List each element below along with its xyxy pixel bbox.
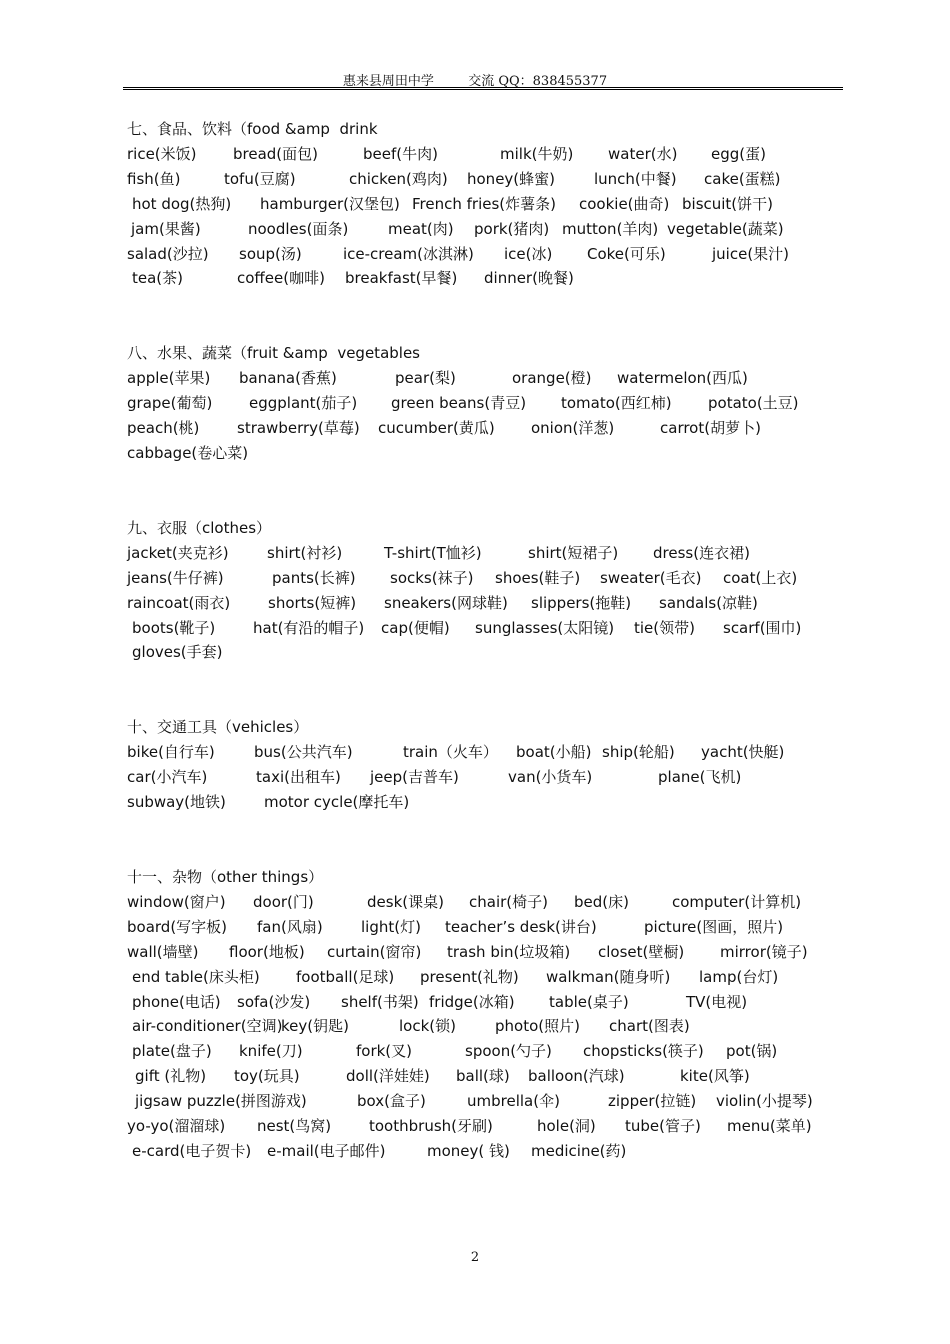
vocab-entry: carrot(胡萝卜) bbox=[660, 419, 761, 438]
vocab-row bbox=[127, 217, 827, 242]
vocab-entry: breakfast(早餐) bbox=[345, 269, 458, 288]
vocab-entry: photo(照片) bbox=[495, 1017, 580, 1036]
vocab-entry: umbrella(伞) bbox=[467, 1092, 560, 1111]
vocab-entry: door(门) bbox=[253, 893, 314, 912]
vocab-entry: hat(有沿的帽子) bbox=[253, 618, 365, 637]
section-1 bbox=[127, 117, 827, 291]
vocab-row bbox=[127, 740, 827, 765]
vocab-entry: menu(菜单) bbox=[727, 1117, 812, 1136]
page-number: 2 bbox=[470, 1250, 480, 1265]
vocab-entry: cake(蛋糕) bbox=[704, 169, 781, 188]
vocab-entry: banana(香蕉) bbox=[239, 369, 337, 388]
vocab-entry: motor cycle(摩托车) bbox=[264, 793, 410, 812]
vocab-entry: water(水) bbox=[608, 145, 678, 163]
vocab-entry: gift (礼物) bbox=[135, 1067, 207, 1086]
section-title: 十一、杂物（other things） bbox=[127, 868, 324, 887]
vocab-row bbox=[127, 990, 827, 1015]
vocab-entry: kite(风筝) bbox=[680, 1067, 750, 1086]
vocab-entry: present(礼物) bbox=[420, 967, 519, 986]
vocab-entry: raincoat(雨衣) bbox=[127, 593, 231, 612]
vocab-row bbox=[127, 167, 827, 192]
vocab-row bbox=[127, 790, 827, 815]
vocab-entry: shelf(书架) bbox=[341, 992, 419, 1011]
vocab-row bbox=[127, 965, 827, 990]
vocab-entry: jeep(吉普车) bbox=[370, 768, 459, 787]
vocab-row bbox=[127, 765, 827, 790]
vocab-entry: computer(计算机) bbox=[672, 893, 802, 912]
vocab-entry: peach(桃) bbox=[127, 419, 200, 438]
vocab-entry: air-conditioner(空调) bbox=[132, 1017, 283, 1036]
vocab-entry: desk(课桌) bbox=[367, 893, 444, 912]
vocab-row bbox=[127, 1014, 827, 1039]
vocab-entry: TV(电视) bbox=[686, 992, 748, 1011]
vocab-entry: fish(鱼) bbox=[127, 169, 181, 188]
vocab-entry: yacht(快艇) bbox=[701, 743, 785, 762]
vocab-entry: shoes(鞋子) bbox=[495, 568, 581, 587]
vocab-entry: knife(刀) bbox=[239, 1042, 303, 1061]
vocab-entry: sandals(凉鞋) bbox=[659, 593, 758, 612]
vocab-entry: doll(洋娃娃) bbox=[346, 1067, 430, 1086]
vocab-entry: slippers(拖鞋) bbox=[531, 593, 632, 612]
vocab-entry: juice(果汁) bbox=[712, 244, 790, 263]
header-contact: 交流 QQ：838455377 bbox=[468, 74, 608, 89]
vocab-entry: key(钥匙) bbox=[281, 1017, 349, 1036]
vocab-entry: soup(汤) bbox=[239, 244, 302, 263]
vocab-entry: cabbage(卷心菜) bbox=[127, 444, 249, 463]
vocab-entry: yo-yo(溜溜球) bbox=[127, 1117, 226, 1136]
vocab-entry: toy(玩具) bbox=[234, 1067, 300, 1086]
vocab-row bbox=[127, 940, 827, 965]
vocab-entry: apple(苹果) bbox=[127, 369, 211, 388]
vocab-entry: coffee(咖啡) bbox=[237, 269, 325, 288]
section-title: 九、衣服（clothes） bbox=[127, 518, 272, 537]
vocab-entry: jeans(牛仔裤) bbox=[127, 568, 224, 587]
vocab-entry: e-card(电子贺卡) bbox=[132, 1141, 252, 1160]
vocab-row bbox=[127, 266, 827, 291]
vocab-entry: vegetable(蔬菜) bbox=[667, 219, 784, 238]
vocab-entry: curtain(窗帘) bbox=[327, 942, 422, 961]
vocab-entry: chicken(鸡肉) bbox=[349, 169, 448, 188]
vocab-entry: cucumber(黄瓜) bbox=[378, 419, 495, 438]
vocab-entry: hot dog(热狗) bbox=[132, 194, 232, 213]
vocab-entry: coat(上衣) bbox=[723, 568, 798, 587]
vocab-entry: beef(牛肉) bbox=[363, 145, 438, 163]
vocab-entry: bed(床) bbox=[574, 893, 629, 912]
vocab-entry: boots(靴子) bbox=[132, 618, 216, 637]
section-3 bbox=[127, 516, 827, 665]
vocab-entry: wall(墙壁) bbox=[127, 942, 199, 961]
vocab-entry: shirt(衬衫) bbox=[267, 543, 343, 562]
vocab-row bbox=[127, 242, 827, 267]
vocab-entry: strawberry(草莓) bbox=[237, 419, 360, 438]
vocab-entry: cookie(曲奇) bbox=[579, 194, 670, 213]
vocab-entry: meat(肉) bbox=[388, 219, 454, 238]
vocab-entry: salad(沙拉) bbox=[127, 244, 209, 263]
vocab-entry: bike(自行车) bbox=[127, 743, 215, 762]
vocab-row bbox=[127, 591, 827, 616]
vocab-entry: end table(床头柜) bbox=[132, 967, 260, 986]
vocab-entry: ball(球) bbox=[456, 1067, 510, 1086]
vocab-row bbox=[127, 616, 827, 641]
vocab-entry: shorts(短裤) bbox=[268, 593, 357, 612]
vocab-entry: fan(风扇) bbox=[257, 917, 323, 936]
vocab-row bbox=[127, 192, 827, 217]
vocab-entry: noodles(面条) bbox=[248, 219, 349, 238]
vocab-entry: tie(领带) bbox=[634, 618, 695, 637]
vocab-entry: plate(盘子) bbox=[132, 1042, 212, 1061]
vocab-entry: biscuit(饼干) bbox=[682, 194, 774, 213]
vocab-entry: fridge(冰箱) bbox=[429, 992, 515, 1011]
vocab-entry: light(灯) bbox=[361, 917, 421, 936]
section-title: 十、交通工具（vehicles） bbox=[127, 718, 309, 737]
section-title: 七、食品、饮料（food &amp drink bbox=[127, 120, 378, 138]
vocab-entry: mutton(羊肉) bbox=[562, 219, 659, 238]
vocab-entry: chart(图表) bbox=[609, 1017, 690, 1036]
vocab-row bbox=[127, 366, 827, 391]
vocab-entry: teacher’s desk(讲台) bbox=[445, 917, 597, 936]
vocab-entry: dress(连衣裙) bbox=[653, 543, 750, 562]
vocab-row bbox=[127, 1089, 827, 1114]
vocab-entry: pants(长裤) bbox=[272, 568, 356, 587]
vocab-entry: train（火车） bbox=[403, 743, 498, 762]
vocab-entry: jigsaw puzzle(拼图游戏) bbox=[135, 1092, 307, 1111]
vocab-entry: cap(便帽) bbox=[381, 618, 450, 637]
vocab-row bbox=[127, 541, 827, 566]
vocab-entry: pork(猪肉) bbox=[474, 219, 550, 238]
vocab-entry: picture(图画，照片) bbox=[644, 917, 784, 936]
vocab-entry: potato(土豆) bbox=[708, 394, 799, 413]
vocab-row bbox=[127, 566, 827, 591]
vocab-row bbox=[127, 640, 827, 665]
vocab-entry: grape(葡萄) bbox=[127, 394, 213, 413]
vocab-entry: tea(茶) bbox=[132, 269, 184, 288]
vocab-entry: van(小货车) bbox=[508, 768, 593, 787]
vocab-entry: floor(地板) bbox=[229, 942, 305, 961]
vocab-entry: lunch(中餐) bbox=[594, 169, 677, 188]
vocab-entry: pot(锅) bbox=[726, 1042, 778, 1061]
vocab-entry: ice-cream(冰淇淋) bbox=[343, 244, 474, 263]
vocab-entry: table(桌子) bbox=[549, 992, 629, 1011]
vocab-entry: nest(鸟窝) bbox=[257, 1117, 332, 1136]
vocab-entry: hamburger(汉堡包) bbox=[260, 194, 400, 213]
vocab-entry: Coke(可乐) bbox=[587, 244, 666, 263]
section-4 bbox=[127, 715, 827, 815]
vocab-entry: fork(叉) bbox=[356, 1042, 413, 1061]
vocab-row bbox=[127, 416, 827, 441]
vocab-entry: tube(管子) bbox=[625, 1117, 701, 1136]
vocab-entry: car(小汽车) bbox=[127, 768, 208, 787]
vocab-row bbox=[127, 915, 827, 940]
vocab-entry: hole(洞) bbox=[537, 1117, 596, 1136]
vocab-entry: taxi(出租车) bbox=[256, 768, 341, 787]
vocab-entry: pear(梨) bbox=[395, 369, 456, 388]
vocab-entry: violin(小提琴) bbox=[716, 1092, 813, 1111]
vocab-entry: money( 钱) bbox=[427, 1141, 510, 1160]
vocab-entry: rice(米饭) bbox=[127, 145, 197, 163]
vocab-entry: orange(橙) bbox=[512, 369, 592, 388]
vocab-row bbox=[127, 391, 827, 416]
vocabulary-list bbox=[127, 117, 827, 1214]
vocab-entry: tomato(西红柿) bbox=[561, 394, 672, 413]
vocab-entry: box(盒子) bbox=[357, 1092, 426, 1111]
vocab-entry: jacket(夹克衫) bbox=[127, 543, 229, 562]
vocab-row bbox=[127, 890, 827, 915]
vocab-entry: chopsticks(筷子) bbox=[583, 1042, 704, 1061]
vocab-entry: closet(壁橱) bbox=[598, 942, 685, 961]
vocab-entry: socks(袜子) bbox=[390, 568, 474, 587]
vocab-entry: green beans(青豆) bbox=[391, 394, 527, 413]
section-2 bbox=[127, 341, 827, 466]
vocab-row bbox=[127, 1114, 827, 1139]
vocab-entry: toothbrush(牙刷) bbox=[369, 1117, 493, 1136]
vocab-entry: balloon(汽球) bbox=[528, 1067, 625, 1086]
vocab-entry: sunglasses(太阳镜) bbox=[475, 618, 615, 637]
vocab-entry: honey(蜂蜜) bbox=[467, 169, 556, 188]
vocab-entry: football(足球) bbox=[296, 967, 395, 986]
vocab-entry: lock(锁) bbox=[399, 1017, 456, 1036]
vocab-entry: mirror(镜子) bbox=[720, 942, 808, 961]
vocab-entry: tofu(豆腐) bbox=[224, 169, 296, 188]
section-5 bbox=[127, 865, 827, 1164]
vocab-row bbox=[127, 1039, 827, 1064]
vocab-entry: plane(飞机) bbox=[658, 768, 742, 787]
vocab-entry: boat(小船) bbox=[516, 743, 592, 762]
vocab-entry: spoon(勺子) bbox=[465, 1042, 552, 1061]
header-rule bbox=[123, 87, 843, 90]
vocab-entry: phone(电话) bbox=[132, 992, 221, 1011]
vocab-row bbox=[127, 441, 827, 466]
vocab-entry: eggplant(茄子) bbox=[249, 394, 358, 413]
vocab-entry: subway(地铁) bbox=[127, 793, 226, 812]
vocab-entry: shirt(短裙子) bbox=[528, 543, 619, 562]
vocab-entry: gloves(手套) bbox=[132, 643, 223, 662]
section-title: 八、水果、蔬菜（fruit &amp vegetables bbox=[127, 344, 420, 363]
vocab-entry: ship(轮船) bbox=[602, 743, 675, 762]
vocab-entry: onion(洋葱) bbox=[531, 419, 615, 438]
vocab-entry: scarf(围巾) bbox=[723, 618, 802, 637]
vocab-entry: zipper(拉链) bbox=[608, 1092, 697, 1111]
vocab-entry: bus(公共汽车) bbox=[254, 743, 353, 762]
vocab-entry: French fries(炸薯条) bbox=[412, 194, 556, 213]
vocab-entry: dinner(晚餐) bbox=[484, 269, 574, 288]
vocab-row bbox=[127, 1139, 827, 1164]
header-school: 惠来县周田中学 bbox=[342, 74, 434, 89]
vocab-entry: chair(椅子) bbox=[469, 893, 548, 912]
vocab-row bbox=[127, 1064, 827, 1089]
vocab-entry: window(窗户) bbox=[127, 893, 226, 912]
vocab-entry: egg(蛋) bbox=[711, 145, 766, 163]
vocab-entry: ice(冰) bbox=[504, 244, 553, 263]
vocab-entry: T-shirt(T恤衫) bbox=[384, 543, 482, 562]
vocab-entry: jam(果酱) bbox=[131, 219, 201, 238]
vocab-entry: watermelon(西瓜) bbox=[617, 369, 748, 388]
vocab-entry: sofa(沙发) bbox=[237, 992, 311, 1011]
vocab-entry: milk(牛奶) bbox=[500, 145, 574, 163]
vocab-entry: medicine(药) bbox=[531, 1141, 627, 1160]
vocab-entry: walkman(随身听) bbox=[546, 967, 671, 986]
vocab-entry: bread(面包) bbox=[233, 145, 319, 163]
vocab-entry: e-mail(电子邮件) bbox=[267, 1141, 386, 1160]
vocab-entry: lamp(台灯) bbox=[699, 967, 779, 986]
vocab-entry: board(写字板) bbox=[127, 917, 228, 936]
vocab-entry: sneakers(网球鞋) bbox=[384, 593, 508, 612]
vocab-entry: trash bin(垃圾箱) bbox=[447, 942, 571, 961]
vocab-entry: sweater(毛衣) bbox=[600, 568, 702, 587]
vocab-row bbox=[127, 142, 827, 167]
